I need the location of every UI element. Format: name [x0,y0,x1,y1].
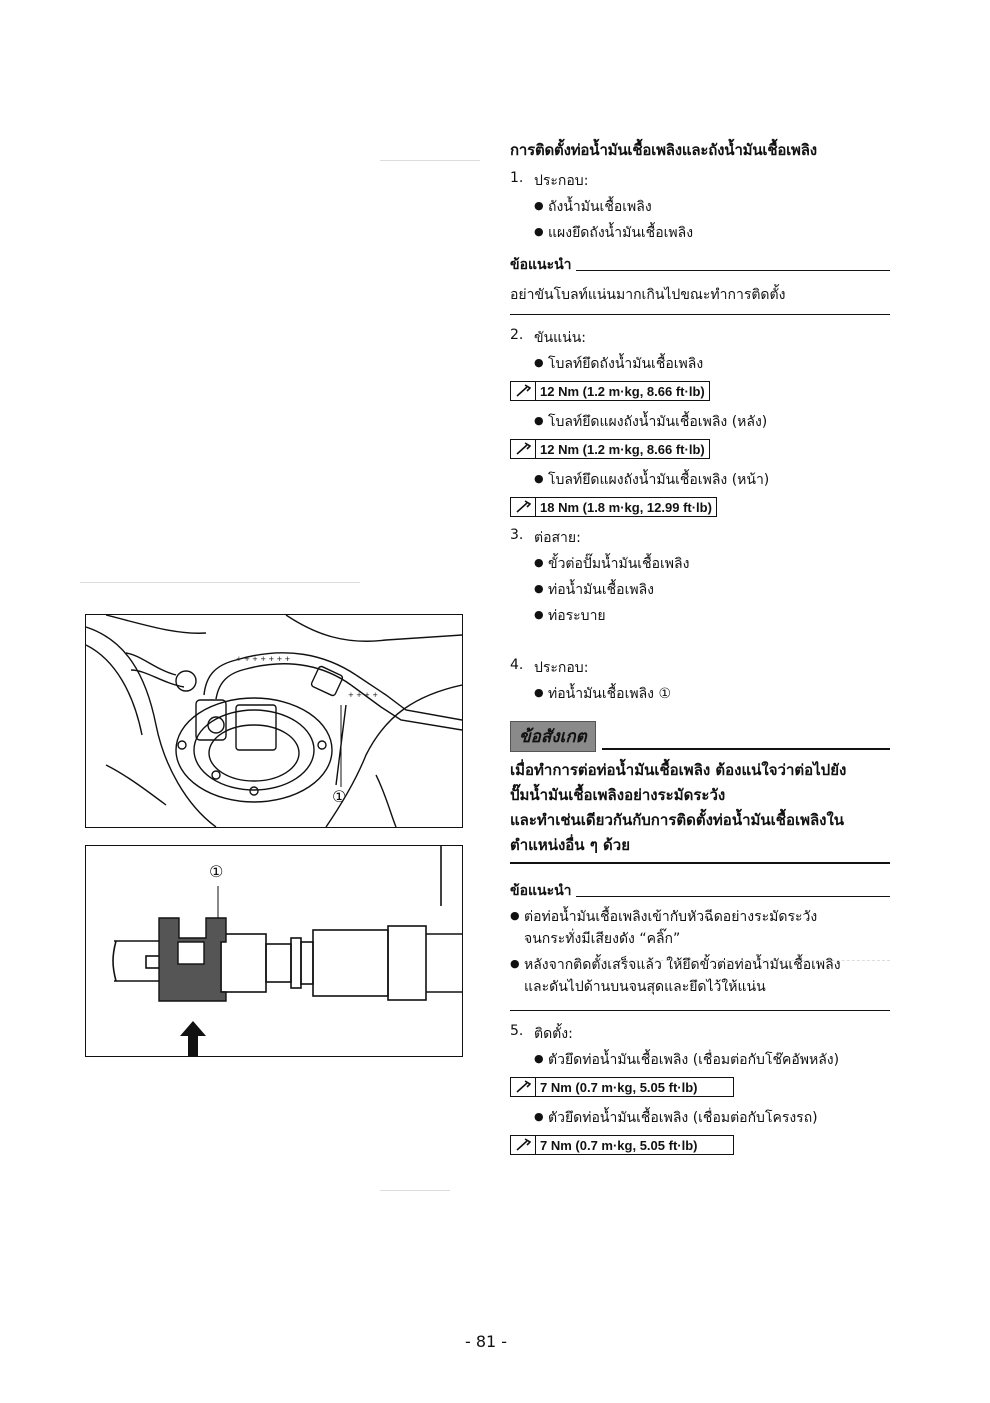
list-item: ● ขั้วต่อปั๊มน้ำมันเชื้อเพลิง [534,553,890,575]
rule [576,270,890,271]
wrench-icon [511,1136,536,1154]
svg-text:+ + + + + + +: + + + + + + + [236,655,291,663]
step-number: 4. [510,657,524,673]
list-item: ● ท่อน้ำมันเชื้อเพลิง [534,579,890,601]
step-1 [510,170,890,192]
step-label: ประกอบ: [534,173,589,189]
bullet-icon: ● [534,472,544,485]
instruction-column [510,138,890,1161]
bullet-icon: ● [534,414,544,427]
list-item: ● ต่อท่อน้ำมันเชื้อเพลิงเข้ากับหัวฉีดอย่างระมัดระวัง จนกระทั่งมีเสียงดัง “คลิ๊ก” [510,906,890,950]
step-label: ขันแน่น: [534,330,587,346]
page-number: - 81 - [465,1332,508,1351]
step-label: ติดตั้ง: [534,1026,573,1042]
section-title: การติดตั้งท่อน้ำมันเชื้อเพลิงและถังน้ำมันเชื้อเพลิง [510,141,817,159]
bullet-icon: ● [534,608,544,621]
notice-badge: ข้อสังเกต [510,721,596,752]
hose-connector-illustration [86,846,462,1056]
figure-fuel-pump [85,614,463,828]
list-item: ● ตัวยึดท่อน้ำมันเชื้อเพลิง (เชื่อมต่อกับโช๊คอัพหลัง) [534,1049,890,1071]
bleed-line [80,582,360,583]
callout-1: ① [209,862,224,881]
step-label: ประกอบ: [534,660,589,676]
tip-heading: ข้อแนะนำ [510,254,890,276]
step-5 [510,1023,890,1045]
bullet-icon: ● [534,582,544,595]
rule [602,748,890,750]
wrench-icon [511,382,536,400]
torque-spec: 18 Nm (1.8 m·kg, 12.99 ft·lb) [510,497,717,517]
tip-text: อย่าขันโบลท์แน่นมากเกินไปขณะทำการติดตั้ง [510,284,890,315]
tip-heading: ข้อแนะนำ [510,880,890,902]
torque-spec: 12 Nm (1.2 m·kg, 8.66 ft·lb) [510,439,710,459]
list-item: ● โบลท์ยึดแผงถังน้ำมันเชื้อเพลิง (หน้า) [534,469,890,491]
step-number: 3. [510,527,524,543]
list-item: ● หลังจากติดตั้งเสร็จแล้ว ให้ยึดขั้วต่อท่อน้ำมันเชื้อเพลิง และดันไปด้านบนจนสุดและยึดไว้ให้แน่น [510,954,890,998]
notice-text: เมื่อทำการต่อท่อน้ำมันเชื้อเพลิง ต้องแน่ใจว่าต่อไปยัง ปั๊มน้ำมันเชื้อเพลิงอย่างระมัดระวัง และทำเช่นเดียวกันกับการติดตั้งท่อน้ำมันเชื้อเพลิงใน ตำแหน่งอื่น ๆ ด้วย [510,758,890,864]
rule [576,896,890,897]
svg-text:+ + + +: + + + + [348,691,379,699]
list-item: ● โบลท์ยึดถังน้ำมันเชื้อเพลิง [534,353,890,375]
step-number: 1. [510,170,524,186]
bullet-icon: ● [534,1052,544,1065]
callout-1: ① [332,787,347,806]
torque-spec: 12 Nm (1.2 m·kg, 8.66 ft·lb) [510,381,710,401]
bullet-icon: ● [534,356,544,369]
list-item: ● ท่อน้ำมันเชื้อเพลิง ① [534,683,890,705]
list-item: ● แผงยึดถังน้ำมันเชื้อเพลิง [534,222,890,244]
bullet-icon: ● [510,909,520,922]
bullet-icon: ● [534,1110,544,1123]
step-3 [510,527,890,549]
torque-spec: 7 Nm (0.7 m·kg, 5.05 ft·lb) [510,1135,734,1155]
wrench-icon [511,1078,536,1096]
bullet-icon: ● [534,225,544,238]
step-label: ต่อสาย: [534,530,581,546]
list-item: ● โบลท์ยึดแผงถังน้ำมันเชื้อเพลิง (หลัง) [534,411,890,433]
step-number: 2. [510,327,524,343]
bullet-icon: ● [534,199,544,212]
wrench-icon [511,440,536,458]
bullet-icon: ● [534,686,544,699]
wrench-icon [511,498,536,516]
list-item: ● ท่อระบาย [534,605,890,627]
bleed-line [380,1190,450,1191]
step-number: 5. [510,1023,524,1039]
tip-list [510,906,890,1011]
bleed-line [380,160,480,161]
bullet-icon: ● [534,556,544,569]
list-item: ● ตัวยึดท่อน้ำมันเชื้อเพลิง (เชื่อมต่อกับโครงรถ) [534,1107,890,1129]
step-4 [510,657,890,679]
figure-hose-connector [85,845,463,1057]
fuel-pump-illustration [86,615,462,827]
bullet-icon: ● [510,957,520,970]
notice-heading [510,721,890,752]
list-item: ● ถังน้ำมันเชื้อเพลิง [534,196,890,218]
step-2 [510,327,890,349]
torque-spec: 7 Nm (0.7 m·kg, 5.05 ft·lb) [510,1077,734,1097]
